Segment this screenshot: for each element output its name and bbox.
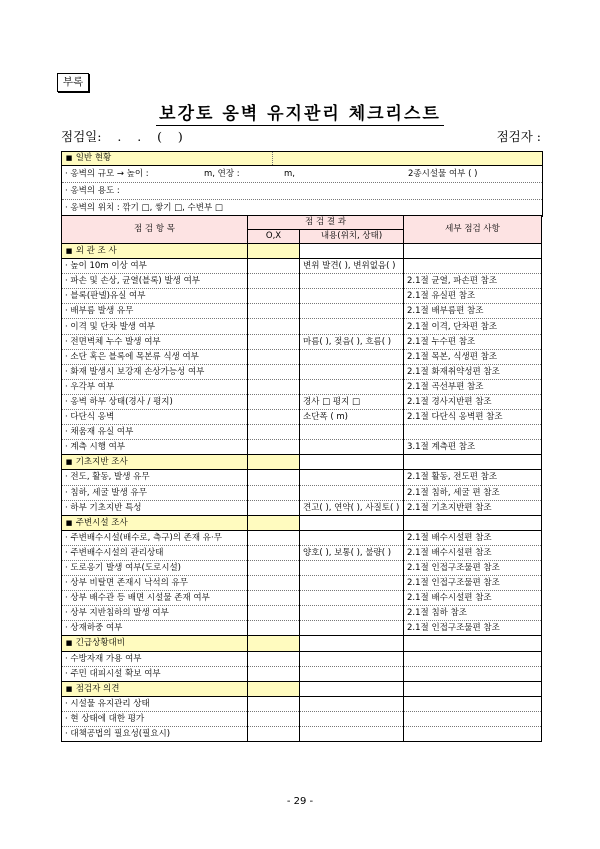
content-cell bbox=[300, 379, 404, 394]
section-empty-cell bbox=[300, 244, 404, 259]
detail-cell: 2.1절 배수시설편 참조 bbox=[404, 591, 542, 606]
section-empty-cell bbox=[248, 636, 300, 651]
detail-cell: 2.1절 침하, 세굴 편 참조 bbox=[404, 485, 542, 500]
section-empty-cell bbox=[300, 515, 404, 530]
general-row-purpose bbox=[62, 183, 542, 200]
table-row bbox=[62, 364, 542, 379]
content-cell bbox=[300, 666, 404, 681]
section-empty-cell bbox=[404, 636, 542, 651]
check-item: · 시설물 유지관리 상태 bbox=[62, 696, 248, 711]
detail-cell: 2.1절 이격, 단차편 참조 bbox=[404, 319, 542, 334]
section-empty-cell bbox=[404, 515, 542, 530]
check-item: · 침하, 세굴 발생 유무 bbox=[62, 485, 248, 500]
general-row-location bbox=[62, 200, 542, 216]
ox-cell[interactable] bbox=[248, 334, 300, 349]
detail-cell: 3.1절 계측편 참조 bbox=[404, 440, 542, 455]
content-cell bbox=[300, 606, 404, 621]
table-row bbox=[62, 591, 542, 606]
section-title-text: 점검자 의견 bbox=[75, 683, 120, 694]
table-row bbox=[62, 621, 542, 636]
detail-cell: 2.1절 인접구조물편 참조 bbox=[404, 560, 542, 575]
detail-cell: 2.1절 배수시설편 참조 bbox=[404, 530, 542, 545]
table-row bbox=[62, 500, 542, 515]
ox-cell[interactable] bbox=[248, 319, 300, 334]
ox-cell[interactable] bbox=[248, 410, 300, 425]
check-item: · 상재하중 여부 bbox=[62, 621, 248, 636]
column-result-header: 점 검 결 과 bbox=[248, 216, 404, 230]
detail-cell: 2.1절 기초지반편 참조 bbox=[404, 500, 542, 515]
section-title bbox=[62, 455, 248, 470]
ox-cell[interactable] bbox=[248, 349, 300, 364]
check-item: · 파손 및 손상, 균열(블록) 발생 여부 bbox=[62, 274, 248, 289]
check-item: · 수방자재 가용 여부 bbox=[62, 651, 248, 666]
ox-cell[interactable] bbox=[248, 364, 300, 379]
section-empty-cell bbox=[404, 244, 542, 259]
check-item: · 채움재 유실 여부 bbox=[62, 425, 248, 440]
section-title bbox=[62, 636, 248, 651]
check-item: · 이격 및 단차 발생 여부 bbox=[62, 319, 248, 334]
size-label: · 옹벽의 규모 → 높이 : bbox=[65, 169, 149, 179]
table-row bbox=[62, 666, 542, 681]
check-item: · 상부 지반침하의 발생 여부 bbox=[62, 606, 248, 621]
inspection-date-label: 점검일: . . ( ) bbox=[61, 129, 183, 144]
section-empty-cell bbox=[404, 455, 542, 470]
section-empty-cell bbox=[248, 681, 300, 696]
content-cell bbox=[300, 319, 404, 334]
detail-cell: 2.1절 인접구조물편 참조 bbox=[404, 621, 542, 636]
title-text: 보강토 옹벽 유지관리 체크리스트 bbox=[156, 104, 444, 126]
content-cell bbox=[300, 560, 404, 575]
check-item: · 우각부 여부 bbox=[62, 379, 248, 394]
detail-cell: 2.1절 다단식 옹벽편 참조 bbox=[404, 410, 542, 425]
detail-cell bbox=[404, 425, 542, 440]
detail-cell bbox=[404, 666, 542, 681]
detail-cell: 2.1절 누수편 참조 bbox=[404, 334, 542, 349]
check-item: · 소단 혹은 블록에 목본류 식생 여부 bbox=[62, 349, 248, 364]
check-item: · 대책공법의 필요성(필요시) bbox=[62, 727, 248, 742]
column-ox-header: O,X bbox=[248, 230, 300, 244]
section-header-row bbox=[62, 636, 542, 651]
ox-cell[interactable] bbox=[248, 621, 300, 636]
ox-cell[interactable] bbox=[248, 666, 300, 681]
table-row bbox=[62, 440, 542, 455]
content-cell bbox=[300, 727, 404, 742]
section-empty-cell bbox=[300, 636, 404, 651]
detail-cell: 2.1절 침하 참조 bbox=[404, 606, 542, 621]
ox-cell[interactable] bbox=[248, 259, 300, 274]
detail-cell: 2.1절 인접구조물편 참조 bbox=[404, 576, 542, 591]
general-status-title: 일반 현황 bbox=[75, 153, 112, 163]
check-item: · 화재 발생시 보강재 손상가능성 여부 bbox=[62, 364, 248, 379]
ox-cell[interactable] bbox=[248, 591, 300, 606]
content-cell bbox=[300, 651, 404, 666]
check-item: · 블록(판넬)유실 여부 bbox=[62, 289, 248, 304]
ox-cell[interactable] bbox=[248, 425, 300, 440]
detail-cell bbox=[404, 651, 542, 666]
ox-cell[interactable] bbox=[248, 576, 300, 591]
detail-cell: 2.1절 균열, 파손편 참조 bbox=[404, 274, 542, 289]
table-row bbox=[62, 379, 542, 394]
general-status-header bbox=[62, 152, 542, 166]
content-cell: 변위 발견( ), 변위없음( ) bbox=[300, 259, 404, 274]
table-row bbox=[62, 259, 542, 274]
section-header-row bbox=[62, 455, 542, 470]
section-title-text: 긴급상황대비 bbox=[75, 638, 125, 649]
check-item: · 주민 대피시설 확보 여부 bbox=[62, 666, 248, 681]
page-title bbox=[0, 99, 600, 124]
content-cell bbox=[300, 576, 404, 591]
section-title-text: 외 관 조 사 bbox=[75, 246, 117, 257]
ox-cell[interactable] bbox=[248, 470, 300, 485]
table-row bbox=[62, 349, 542, 364]
check-item: · 상부 비탈면 존재시 낙석의 유무 bbox=[62, 576, 248, 591]
check-item: · 전도, 활동, 발생 유무 bbox=[62, 470, 248, 485]
table-row bbox=[62, 319, 542, 334]
table-row bbox=[62, 334, 542, 349]
check-item: · 배부름 발생 유무 bbox=[62, 304, 248, 319]
detail-cell: 2.1절 활동, 전도편 참조 bbox=[404, 470, 542, 485]
content-cell bbox=[300, 440, 404, 455]
content-cell bbox=[300, 289, 404, 304]
checklist-table bbox=[61, 215, 542, 742]
content-cell bbox=[300, 274, 404, 289]
table-row bbox=[62, 711, 542, 726]
column-content-header: 내용(위치, 상태) bbox=[300, 230, 404, 244]
length-label: m, 연장 : bbox=[204, 169, 240, 179]
check-item: · 다단식 옹벽 bbox=[62, 410, 248, 425]
bullet-icon: ■ bbox=[65, 639, 73, 648]
content-cell bbox=[300, 696, 404, 711]
section-empty-cell bbox=[248, 244, 300, 259]
content-cell bbox=[300, 304, 404, 319]
table-row bbox=[62, 560, 542, 575]
table-row bbox=[62, 470, 542, 485]
length-unit: m, bbox=[284, 169, 295, 179]
content-cell bbox=[300, 591, 404, 606]
table-row bbox=[62, 530, 542, 545]
section-empty-cell bbox=[300, 681, 404, 696]
table-row bbox=[62, 727, 542, 742]
bullet-icon: ■ bbox=[65, 154, 73, 162]
bullet-icon: ■ bbox=[65, 518, 73, 527]
ox-cell[interactable] bbox=[248, 545, 300, 560]
content-cell bbox=[300, 364, 404, 379]
inspector-label: 점검자 : bbox=[496, 129, 541, 144]
ox-cell[interactable] bbox=[248, 711, 300, 726]
general-status-box bbox=[61, 151, 543, 217]
detail-cell: 2.1절 목본, 식생편 참조 bbox=[404, 349, 542, 364]
table-row bbox=[62, 425, 542, 440]
check-item: · 주변배수시설의 관리상태 bbox=[62, 545, 248, 560]
ox-cell[interactable] bbox=[248, 696, 300, 711]
table-row bbox=[62, 651, 542, 666]
content-cell bbox=[300, 485, 404, 500]
content-cell: 견고( ), 연약( ), 사질토( ) bbox=[300, 500, 404, 515]
content-cell: 소단폭 ( m) bbox=[300, 410, 404, 425]
section-header-row bbox=[62, 515, 542, 530]
ox-cell[interactable] bbox=[248, 651, 300, 666]
section-title bbox=[62, 681, 248, 696]
section-title bbox=[62, 515, 248, 530]
check-item: · 상부 배수관 등 배면 시설물 존재 여부 bbox=[62, 591, 248, 606]
detail-cell: 2.1절 경사지반편 참조 bbox=[404, 394, 542, 409]
class2-facility-label: 2종시설물 여부 ( ) bbox=[408, 169, 478, 179]
ox-cell[interactable] bbox=[248, 606, 300, 621]
ox-cell[interactable] bbox=[248, 304, 300, 319]
bullet-icon: ■ bbox=[65, 458, 73, 467]
table-row bbox=[62, 410, 542, 425]
table-row bbox=[62, 274, 542, 289]
section-title-text: 주변시설 조사 bbox=[75, 517, 128, 528]
ox-cell[interactable] bbox=[248, 530, 300, 545]
ox-cell[interactable] bbox=[248, 394, 300, 409]
check-item: · 높이 10m 이상 여부 bbox=[62, 259, 248, 274]
purpose-label: · 옹벽의 용도 : bbox=[65, 186, 120, 196]
check-item: · 옹벽 하부 상태(경사 / 평지) bbox=[62, 394, 248, 409]
content-cell bbox=[300, 621, 404, 636]
detail-cell bbox=[404, 727, 542, 742]
ox-cell[interactable] bbox=[248, 500, 300, 515]
table-row bbox=[62, 576, 542, 591]
check-item: · 전면벽체 누수 발생 여부 bbox=[62, 334, 248, 349]
bullet-icon: ■ bbox=[65, 247, 73, 256]
table-row bbox=[62, 394, 542, 409]
content-cell bbox=[300, 349, 404, 364]
detail-cell: 2.1절 곡선부편 참조 bbox=[404, 379, 542, 394]
content-cell bbox=[300, 470, 404, 485]
column-item-header: 점 검 항 목 bbox=[62, 216, 248, 244]
detail-cell bbox=[404, 259, 542, 274]
section-title-text: 기초지반 조사 bbox=[75, 457, 128, 468]
content-cell bbox=[300, 711, 404, 726]
table-header-row-1 bbox=[62, 216, 542, 230]
page-number: - 29 - bbox=[286, 796, 314, 807]
check-item: · 현 상태에 대한 평가 bbox=[62, 711, 248, 726]
detail-cell bbox=[404, 696, 542, 711]
location-label: · 옹벽의 위치 : 깎기 □, 쌓기 □, 수변부 □ bbox=[65, 203, 223, 213]
table-row bbox=[62, 289, 542, 304]
detail-cell: 2.1절 화재취약성편 참조 bbox=[404, 364, 542, 379]
table-row bbox=[62, 696, 542, 711]
table-row bbox=[62, 485, 542, 500]
content-cell: 경사 □ 평지 □ bbox=[300, 394, 404, 409]
ox-cell[interactable] bbox=[248, 274, 300, 289]
section-empty-cell bbox=[248, 455, 300, 470]
check-item: · 계측 시행 여부 bbox=[62, 440, 248, 455]
section-header-row bbox=[62, 244, 542, 259]
content-cell: 마름( ), 젖음( ), 흐름( ) bbox=[300, 334, 404, 349]
detail-cell bbox=[404, 711, 542, 726]
content-cell bbox=[300, 425, 404, 440]
section-header-row bbox=[62, 681, 542, 696]
section-empty-cell bbox=[248, 515, 300, 530]
detail-cell: 2.1절 유실편 참조 bbox=[404, 289, 542, 304]
ox-cell[interactable] bbox=[248, 485, 300, 500]
section-title bbox=[62, 244, 248, 259]
check-item: · 도로옹기 발생 여부(도로시설) bbox=[62, 560, 248, 575]
content-cell bbox=[300, 530, 404, 545]
content-cell: 양호( ), 보통( ), 불량( ) bbox=[300, 545, 404, 560]
table-row bbox=[62, 304, 542, 319]
ox-cell[interactable] bbox=[248, 560, 300, 575]
detail-cell: 2.1절 배수시설편 참조 bbox=[404, 545, 542, 560]
detail-cell: 2.1절 배부름편 참조 bbox=[404, 304, 542, 319]
ox-cell[interactable] bbox=[248, 727, 300, 742]
section-empty-cell bbox=[300, 455, 404, 470]
column-detail-header: 세부 점검 사항 bbox=[404, 216, 542, 244]
table-row bbox=[62, 606, 542, 621]
section-empty-cell bbox=[404, 681, 542, 696]
ox-cell[interactable] bbox=[248, 289, 300, 304]
ox-cell[interactable] bbox=[248, 440, 300, 455]
appendix-label: 부록 bbox=[57, 73, 89, 92]
check-item: · 주변배수시설(배수로, 측구)의 존재 유·무 bbox=[62, 530, 248, 545]
check-item: · 하부 기초지반 특성 bbox=[62, 500, 248, 515]
bullet-icon: ■ bbox=[65, 684, 73, 693]
general-row-size bbox=[62, 166, 542, 183]
ox-cell[interactable] bbox=[248, 379, 300, 394]
table-row bbox=[62, 545, 542, 560]
